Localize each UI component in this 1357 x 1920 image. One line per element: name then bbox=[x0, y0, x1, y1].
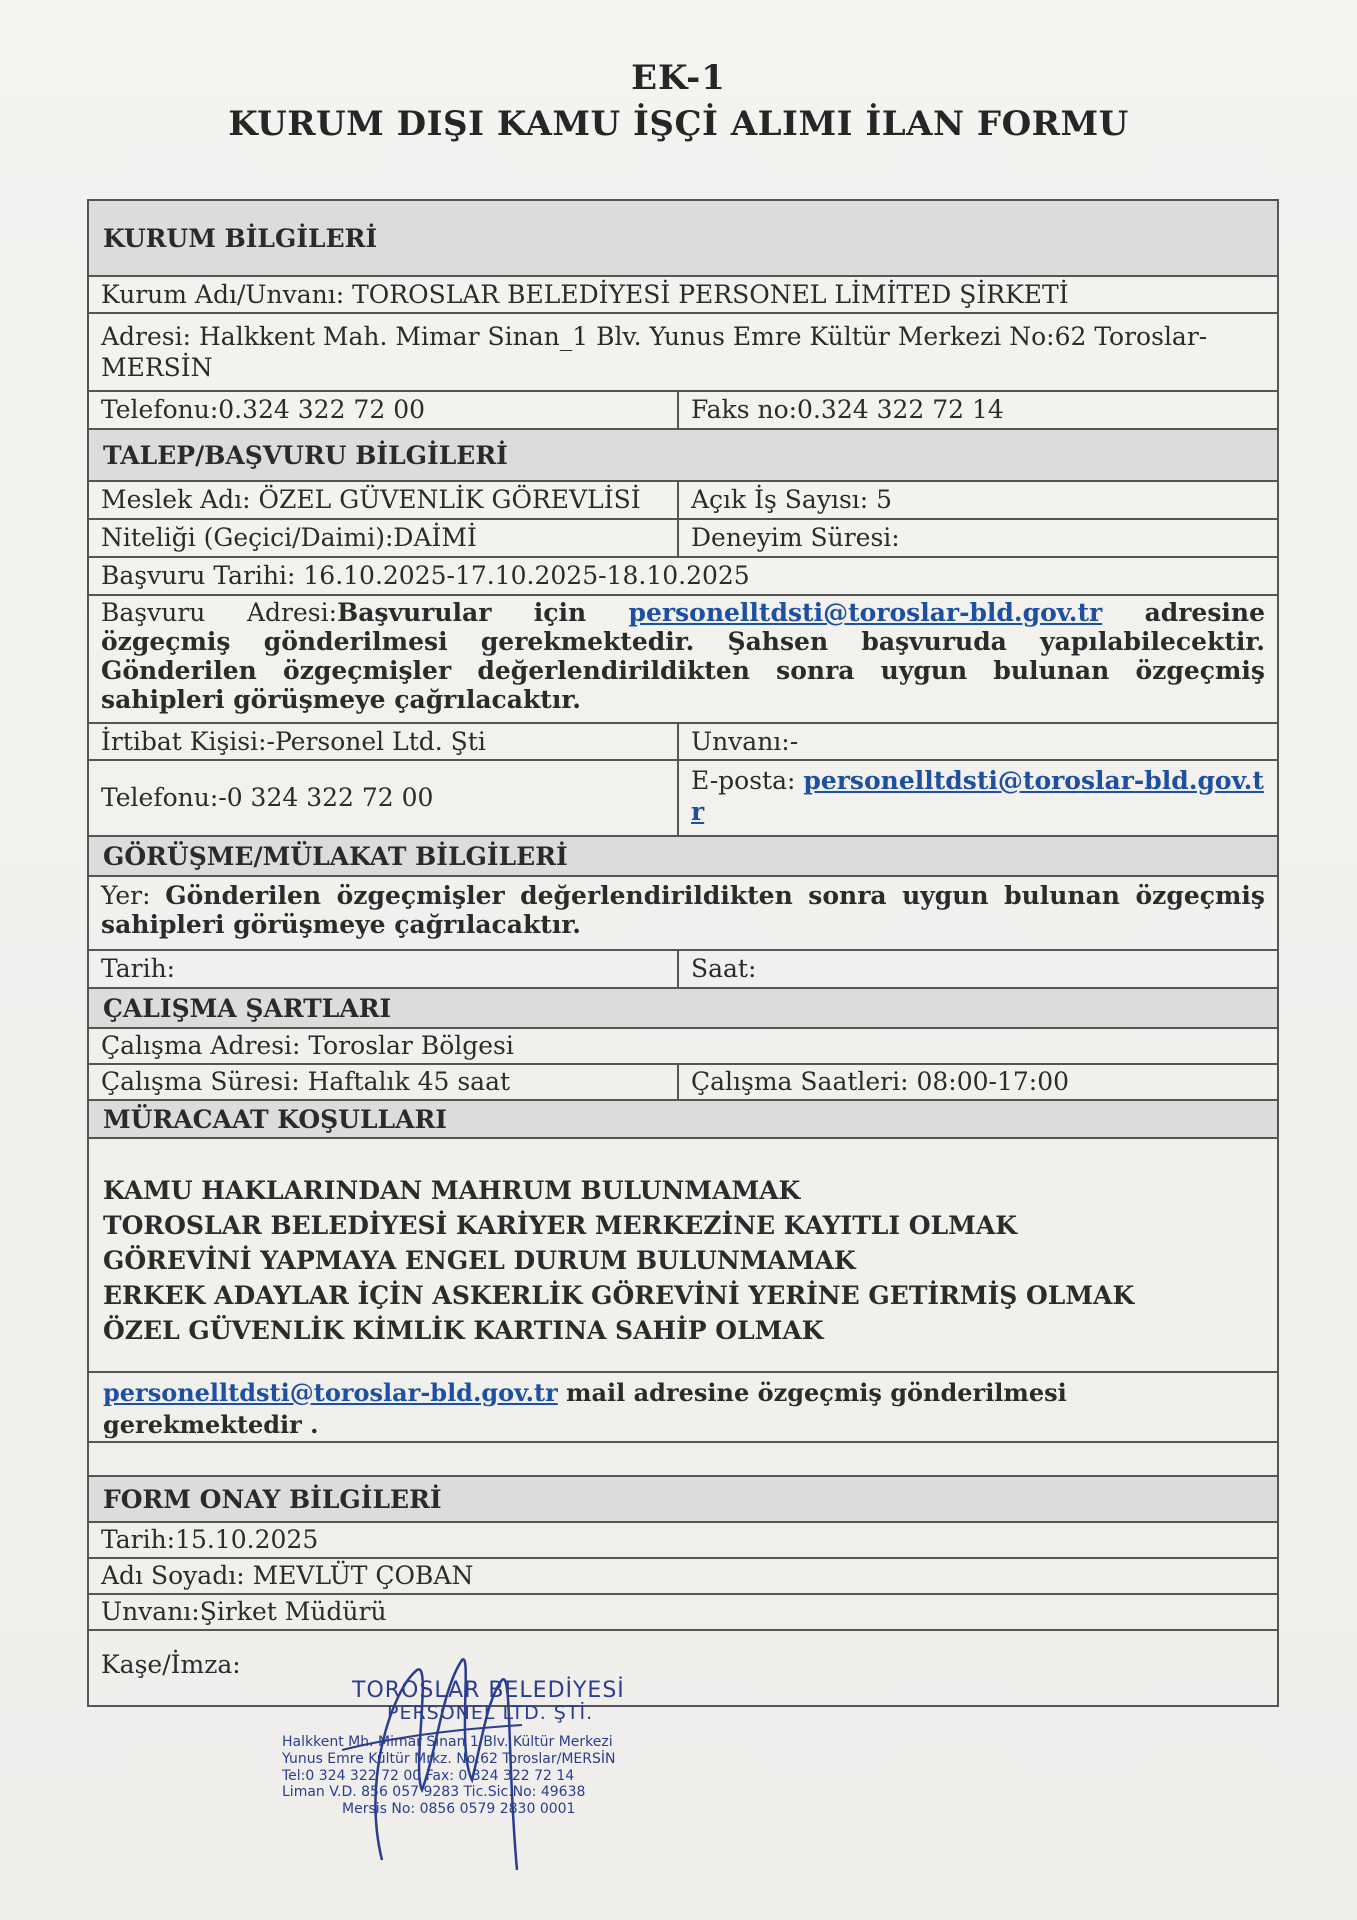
meslek-adi: Meslek Adı: ÖZEL GÜVENLİK GÖREVLİSİ bbox=[89, 482, 679, 518]
stamp-details bbox=[282, 1734, 682, 1818]
kase-imza-row bbox=[89, 1631, 1277, 1705]
irtibat-eposta bbox=[679, 761, 1277, 835]
basvuru-tarihi: Başvuru Tarihi: 16.10.2025-17.10.2025-18.10.2025 bbox=[101, 561, 750, 591]
irtibat-iletisim-row bbox=[89, 761, 1277, 837]
eposta-label: E-posta: bbox=[691, 766, 804, 795]
acik-is-sayisi: Açık İş Sayısı: 5 bbox=[691, 485, 893, 515]
gorusme-saat: Saat: bbox=[691, 954, 757, 984]
stamp-line-5: Tel:0 324 322 72 00 Fax: 0 324 322 72 14 bbox=[282, 1767, 575, 1784]
basvuru-adresi-post: adresine özgeçmiş gönderilmesi gerekmektedir. Şahsen başvuruda yapılabilecektir. Gönderilen özgeçmişler değerlendirildikten sonra uygun bulunan özgeçmiş sahipleri görüşmeye çağrılacaktır. bbox=[101, 598, 1265, 714]
calisma-sure-row bbox=[89, 1065, 1277, 1101]
kurum-telefon: Telefonu:0.324 322 72 00 bbox=[89, 392, 679, 428]
kase-imza: Kaşe/İmza: bbox=[101, 1650, 241, 1679]
blank-row bbox=[89, 1443, 1277, 1477]
gorusme-yer bbox=[89, 877, 1277, 949]
stamp-line-4: Yunus Emre Kültür Mrkz. No:62 Toroslar/MERSİN bbox=[282, 1750, 616, 1767]
yer-label: Yer: bbox=[101, 881, 166, 910]
section-kurum-bilgileri: KURUM BİLGİLERİ bbox=[89, 201, 1277, 277]
kurum-iletisim-row bbox=[89, 392, 1277, 430]
section-calisma-sartlari: ÇALIŞMA ŞARTLARI bbox=[89, 989, 1277, 1029]
tarih-saat-row bbox=[89, 951, 1277, 989]
nitelik-value: DAİMİ bbox=[393, 523, 477, 553]
nitelik-label: Niteliği (Geçici/Daimi): bbox=[101, 523, 394, 553]
section-talep-basvuru: TALEP/BAŞVURU BİLGİLERİ bbox=[89, 430, 1277, 482]
onay-tarih: Tarih:15.10.2025 bbox=[101, 1525, 319, 1555]
irtibat-unvan: Unvanı:- bbox=[691, 726, 799, 756]
kurum-faks: Faks no:0.324 322 72 14 bbox=[691, 395, 1004, 425]
blank-cell bbox=[89, 1443, 1277, 1475]
stamp-line-3: Halkkent Mh. Mimar Sinan 1 Blv. Kültür Merkezi bbox=[282, 1734, 613, 1750]
section-form-onay: FORM ONAY BİLGİLERİ bbox=[89, 1477, 1277, 1523]
stamp-line-1: TOROSLAR BELEDİYESİ bbox=[352, 1678, 625, 1703]
conditions-list bbox=[89, 1139, 1277, 1371]
annex-label: EK-1 bbox=[631, 58, 726, 98]
meslek-row bbox=[89, 482, 1277, 520]
basvuru-email-link[interactable]: personelltdsti@toroslar-bld.gov.tr bbox=[628, 598, 1103, 627]
company-stamp bbox=[282, 1660, 682, 1900]
onay-adi-soyadi: Adı Soyadı: MEVLÜT ÇOBAN bbox=[101, 1561, 474, 1591]
basvuru-tarihi-row bbox=[89, 558, 1277, 596]
section-muracaat-kosullari: MÜRACAAT KOŞULLARI bbox=[89, 1101, 1277, 1139]
nitelik bbox=[89, 520, 679, 556]
condition-item: ERKEK ADAYLAR İÇİN ASKERLİK GÖREVİNİ YERİNE GETİRMİŞ OLMAK bbox=[103, 1281, 1135, 1310]
nitelik-row bbox=[89, 520, 1277, 558]
mail-note bbox=[89, 1373, 1277, 1441]
condition-item: ÖZEL GÜVENLİK KİMLİK KARTINA SAHİP OLMAK bbox=[103, 1316, 824, 1345]
calisma-adresi: Çalışma Adresi: Toroslar Bölgesi bbox=[101, 1031, 514, 1061]
calisma-adres-row bbox=[89, 1029, 1277, 1065]
irtibat-row bbox=[89, 724, 1277, 761]
yer-row bbox=[89, 877, 1277, 951]
basvuru-adresi bbox=[89, 596, 1277, 722]
kurum-adres-row bbox=[89, 314, 1277, 392]
onay-unvan-row bbox=[89, 1595, 1277, 1631]
condition-item: KAMU HAKLARINDAN MAHRUM BULUNMAMAK bbox=[103, 1176, 801, 1205]
calisma-suresi: Çalışma Süresi: Haftalık 45 saat bbox=[89, 1065, 679, 1099]
onay-adi-row bbox=[89, 1559, 1277, 1595]
kurum-adi: Kurum Adı/Unvanı: TOROSLAR BELEDİYESİ PERSONEL LİMİTED ŞİRKETİ bbox=[101, 279, 1069, 309]
basvuru-adresi-row bbox=[89, 596, 1277, 724]
mail-note-text: mail adresine özgeçmiş gönderilmesi gerekmektedir . bbox=[103, 1378, 1067, 1440]
gorusme-tarih: Tarih: bbox=[89, 951, 679, 987]
condition-item: GÖREVİNİ YAPMAYA ENGEL DURUM BULUNMAMAK bbox=[103, 1246, 856, 1275]
onay-unvan: Unvanı:Şirket Müdürü bbox=[101, 1597, 387, 1627]
conditions-row bbox=[89, 1139, 1277, 1373]
kurum-adi-row bbox=[89, 277, 1277, 314]
basvuru-adresi-label: Başvuru Adresi: bbox=[101, 598, 338, 627]
yer-value: Gönderilen özgeçmişler değerlendirildikten sonra uygun bulunan özgeçmiş sahipleri görüşmeye çağrılacaktır. bbox=[101, 881, 1265, 939]
stamp-line-2: PERSONEL LTD. ŞTİ. bbox=[387, 1702, 594, 1724]
form-title: KURUM DIŞI KAMU İŞÇİ ALIMI İLAN FORMU bbox=[228, 104, 1129, 144]
basvuru-adresi-pre: Başvurular için bbox=[337, 598, 629, 627]
onay-tarih-row bbox=[89, 1523, 1277, 1559]
mail-link[interactable]: personelltdsti@toroslar-bld.gov.tr bbox=[103, 1378, 558, 1407]
section-gorusme-mulakat: GÖRÜŞME/MÜLAKAT BİLGİLERİ bbox=[89, 837, 1277, 877]
eposta-link[interactable]: personelltdsti@toroslar-bld.gov.tr bbox=[691, 766, 1264, 827]
condition-item: TOROSLAR BELEDİYESİ KARİYER MERKEZİNE KAYITLI OLMAK bbox=[103, 1211, 1017, 1240]
mail-note-row bbox=[89, 1373, 1277, 1443]
calisma-saatleri: Çalışma Saatleri: 08:00-17:00 bbox=[691, 1067, 1070, 1097]
announcement-form bbox=[87, 199, 1279, 1707]
irtibat-telefon: Telefonu:-0 324 322 72 00 bbox=[89, 761, 679, 835]
deneyim-suresi: Deneyim Süresi: bbox=[691, 523, 900, 553]
stamp-line-6: Liman V.D. 856 057 9283 Tic.Sic.No: 49638 bbox=[282, 1784, 586, 1801]
irtibat-kisisi: İrtibat Kişisi:-Personel Ltd. Şti bbox=[89, 724, 679, 759]
kurum-adres: Adresi: Halkkent Mah. Mimar Sinan_1 Blv. Yunus Emre Kültür Merkezi No:62 Toroslar-MERSİN bbox=[101, 321, 1208, 382]
document-header bbox=[0, 58, 1357, 144]
stamp-line-7: Mersis No: 0856 0579 2830 0001 bbox=[342, 1801, 576, 1818]
